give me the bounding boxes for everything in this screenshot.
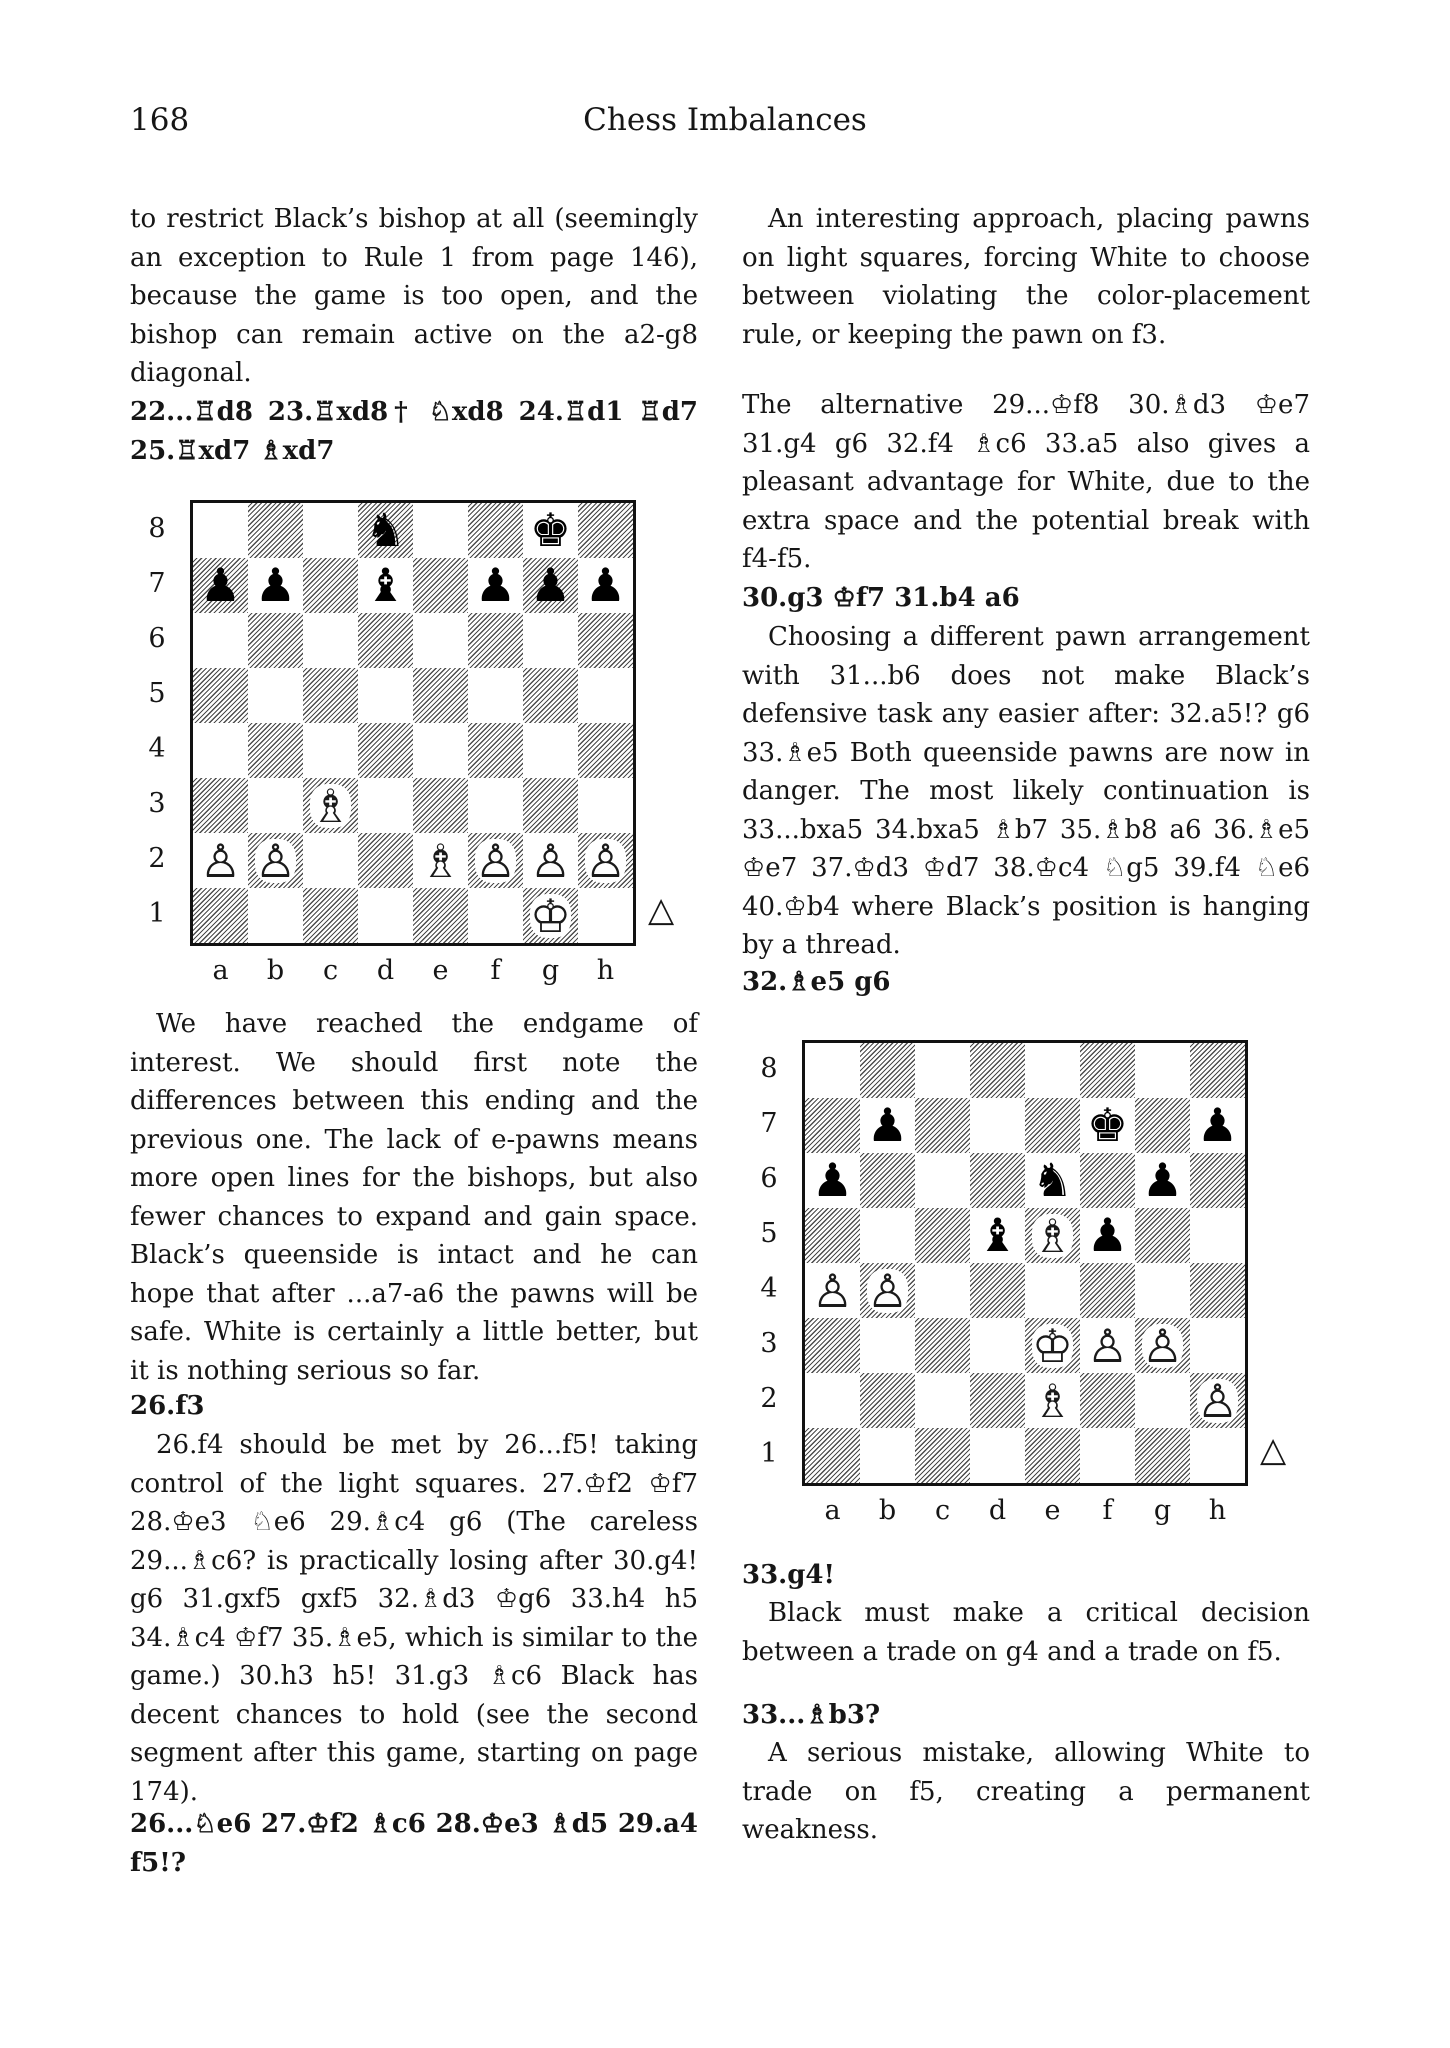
square-g7 bbox=[1135, 1098, 1190, 1153]
white-pawn-icon: ♙ bbox=[474, 833, 517, 888]
square-c4 bbox=[915, 1263, 970, 1318]
white-pawn-icon: ♙ bbox=[811, 1263, 854, 1318]
black-knight-icon: ♞ bbox=[364, 503, 407, 557]
square-f6 bbox=[1080, 1153, 1135, 1208]
square-h6 bbox=[578, 613, 633, 668]
square-c1 bbox=[915, 1428, 970, 1483]
board-grid bbox=[805, 1043, 1245, 1483]
square-b3 bbox=[248, 778, 303, 833]
move-line: 22...♖d8 23.♖xd8† ♘xd8 24.♖d1 ♖d7 25.♖xd7 ♗xd7 bbox=[130, 397, 698, 466]
square-f6 bbox=[468, 613, 523, 668]
square-b2 bbox=[248, 833, 303, 888]
square-e5 bbox=[1025, 1208, 1080, 1263]
square-h1 bbox=[578, 888, 633, 943]
square-h7 bbox=[578, 558, 633, 613]
square-a1 bbox=[805, 1428, 860, 1483]
rank-label: 6 bbox=[148, 623, 166, 654]
file-label: c bbox=[322, 955, 339, 986]
square-g5 bbox=[523, 668, 578, 723]
square-g7 bbox=[523, 558, 578, 613]
square-e3 bbox=[413, 778, 468, 833]
square-d5 bbox=[970, 1208, 1025, 1263]
square-g1 bbox=[1135, 1428, 1190, 1483]
white-pawn-icon: ♙ bbox=[254, 833, 297, 888]
white-bishop-icon: ♗ bbox=[309, 778, 352, 833]
square-f2 bbox=[468, 833, 523, 888]
file-label: c bbox=[934, 1495, 951, 1526]
square-g3 bbox=[523, 778, 578, 833]
white-pawn-icon: ♙ bbox=[1196, 1373, 1239, 1428]
square-c8 bbox=[303, 503, 358, 558]
square-d4 bbox=[970, 1263, 1025, 1318]
square-a7 bbox=[805, 1098, 860, 1153]
black-bishop-icon: ♝ bbox=[976, 1208, 1019, 1262]
square-h3 bbox=[578, 778, 633, 833]
square-e2 bbox=[413, 833, 468, 888]
square-g3 bbox=[1135, 1318, 1190, 1373]
chess-diagram bbox=[742, 1040, 1310, 1540]
white-king-icon: ♔ bbox=[529, 888, 572, 943]
square-c4 bbox=[303, 723, 358, 778]
rank-label: 2 bbox=[760, 1383, 778, 1414]
square-g4 bbox=[523, 723, 578, 778]
square-a1 bbox=[193, 888, 248, 943]
black-king-icon: ♚ bbox=[1086, 1098, 1129, 1152]
rank-label: 7 bbox=[760, 1108, 778, 1139]
rank-label: 5 bbox=[760, 1218, 778, 1249]
square-d3 bbox=[970, 1318, 1025, 1373]
square-a4 bbox=[805, 1263, 860, 1318]
square-d1 bbox=[358, 888, 413, 943]
move-line: 32.♗e5 g6 bbox=[742, 967, 891, 997]
rank-label: 8 bbox=[760, 1053, 778, 1084]
square-b6 bbox=[860, 1153, 915, 1208]
file-label: h bbox=[1208, 1495, 1227, 1526]
rank-label: 3 bbox=[760, 1328, 778, 1359]
square-f3 bbox=[468, 778, 523, 833]
square-d7 bbox=[970, 1098, 1025, 1153]
running-title: Chess Imbalances bbox=[583, 102, 867, 138]
square-e1 bbox=[413, 888, 468, 943]
file-label: g bbox=[541, 955, 560, 986]
white-pawn-icon: ♙ bbox=[1141, 1318, 1184, 1373]
square-a2 bbox=[805, 1373, 860, 1428]
square-f2 bbox=[1080, 1373, 1135, 1428]
square-f4 bbox=[468, 723, 523, 778]
square-f1 bbox=[1080, 1428, 1135, 1483]
square-f4 bbox=[1080, 1263, 1135, 1318]
square-f3 bbox=[1080, 1318, 1135, 1373]
rank-label: 1 bbox=[148, 898, 166, 929]
square-a4 bbox=[193, 723, 248, 778]
square-b8 bbox=[248, 503, 303, 558]
square-g1 bbox=[523, 888, 578, 943]
square-e8 bbox=[413, 503, 468, 558]
file-label: e bbox=[1044, 1495, 1061, 1526]
square-b1 bbox=[860, 1428, 915, 1483]
black-knight-icon: ♞ bbox=[1031, 1153, 1074, 1207]
square-a6 bbox=[193, 613, 248, 668]
square-e6 bbox=[413, 613, 468, 668]
square-h5 bbox=[1190, 1208, 1245, 1263]
file-label: f bbox=[1102, 1495, 1113, 1526]
square-a3 bbox=[805, 1318, 860, 1373]
white-pawn-icon: ♙ bbox=[866, 1263, 909, 1318]
square-a2 bbox=[193, 833, 248, 888]
rank-label: 5 bbox=[148, 678, 166, 709]
square-h3 bbox=[1190, 1318, 1245, 1373]
white-king-icon: ♔ bbox=[1031, 1318, 1074, 1373]
square-a5 bbox=[805, 1208, 860, 1263]
black-pawn-icon: ♟ bbox=[866, 1098, 909, 1152]
square-h4 bbox=[1190, 1263, 1245, 1318]
file-label: b bbox=[878, 1495, 897, 1526]
black-pawn-icon: ♟ bbox=[199, 558, 242, 612]
square-h2 bbox=[578, 833, 633, 888]
paragraph: The alternative 29...♔f8 30.♗d3 ♔e7 31.g4 g6 32.f4 ♗c6 33.a5 also gives a pleasant advantage for White, due to the extra space and the potential break with f4-f5. bbox=[742, 390, 1310, 574]
chess-diagram bbox=[130, 500, 698, 1000]
white-pawn-icon: ♙ bbox=[584, 833, 627, 888]
file-label: g bbox=[1153, 1495, 1172, 1526]
square-f5 bbox=[1080, 1208, 1135, 1263]
white-bishop-icon: ♗ bbox=[419, 833, 462, 888]
square-d2 bbox=[358, 833, 413, 888]
square-c7 bbox=[303, 558, 358, 613]
move-line: 26.f3 bbox=[130, 1391, 205, 1421]
white-bishop-icon: ♗ bbox=[1031, 1373, 1074, 1428]
white-to-move-icon: △ bbox=[1260, 1430, 1287, 1470]
square-b5 bbox=[248, 668, 303, 723]
square-c6 bbox=[303, 613, 358, 668]
square-f8 bbox=[1080, 1043, 1135, 1098]
square-e4 bbox=[413, 723, 468, 778]
paragraph: We have reached the endgame of interest. We should first note the differences between this ending and the previous one. The lack of e-pawns means more open lines for the bishops, but also fewer chances to expand and gain space. Black’s queenside is intact and he can hope that after ...a7-a6 the pawns will be safe. White is certainly a little better, but it is nothing serious so far. bbox=[130, 1009, 698, 1386]
paragraph: 26.f4 should be met by 26...f5! taking control of the light squares. 27.♔f2 ♔f7 28.♔e3 ♘e6 29.♗c4 g6 (The careless 29...♗c6? is practically losing after 30.g4! g6 31.gxf5 gxf5 32.♗d3 ♔g6 33.h4 h5 34.♗c4 ♔f7 35.♗e5, which is similar to the game.) 30.h3 h5! 31.g3 ♗c6 Black has decent chances to hold (see the second segment after this game, starting on page 174). bbox=[130, 1430, 698, 1807]
square-e4 bbox=[1025, 1263, 1080, 1318]
square-c5 bbox=[915, 1208, 970, 1263]
white-pawn-icon: ♙ bbox=[1086, 1318, 1129, 1373]
square-d5 bbox=[358, 668, 413, 723]
square-e3 bbox=[1025, 1318, 1080, 1373]
square-b3 bbox=[860, 1318, 915, 1373]
square-e2 bbox=[1025, 1373, 1080, 1428]
file-label: d bbox=[988, 1495, 1007, 1526]
square-b2 bbox=[860, 1373, 915, 1428]
square-g6 bbox=[1135, 1153, 1190, 1208]
square-h8 bbox=[578, 503, 633, 558]
square-f5 bbox=[468, 668, 523, 723]
rank-label: 2 bbox=[148, 843, 166, 874]
move-line: 33...♗b3? bbox=[742, 1700, 881, 1730]
square-e6 bbox=[1025, 1153, 1080, 1208]
square-h7 bbox=[1190, 1098, 1245, 1153]
page-number: 168 bbox=[130, 102, 190, 138]
black-pawn-icon: ♟ bbox=[1086, 1208, 1129, 1262]
square-c2 bbox=[303, 833, 358, 888]
rank-label: 6 bbox=[760, 1163, 778, 1194]
square-e5 bbox=[413, 668, 468, 723]
square-d3 bbox=[358, 778, 413, 833]
square-c1 bbox=[303, 888, 358, 943]
black-pawn-icon: ♟ bbox=[811, 1153, 854, 1207]
square-a7 bbox=[193, 558, 248, 613]
black-pawn-icon: ♟ bbox=[1196, 1098, 1239, 1152]
square-f8 bbox=[468, 503, 523, 558]
paragraph: Black must make a critical decision between a trade on g4 and a trade on f5. bbox=[742, 1598, 1310, 1667]
square-d7 bbox=[358, 558, 413, 613]
square-c2 bbox=[915, 1373, 970, 1428]
rank-label: 1 bbox=[760, 1438, 778, 1469]
chess-board bbox=[802, 1040, 1248, 1486]
chess-board bbox=[190, 500, 636, 946]
black-king-icon: ♚ bbox=[529, 503, 572, 557]
square-e8 bbox=[1025, 1043, 1080, 1098]
square-b8 bbox=[860, 1043, 915, 1098]
square-d8 bbox=[970, 1043, 1025, 1098]
white-bishop-icon: ♗ bbox=[1031, 1208, 1074, 1263]
rank-label: 4 bbox=[148, 733, 166, 764]
square-c5 bbox=[303, 668, 358, 723]
black-pawn-icon: ♟ bbox=[474, 558, 517, 612]
square-c3 bbox=[303, 778, 358, 833]
file-label: e bbox=[432, 955, 449, 986]
square-b5 bbox=[860, 1208, 915, 1263]
rank-label: 3 bbox=[148, 788, 166, 819]
square-d1 bbox=[970, 1428, 1025, 1483]
black-pawn-icon: ♟ bbox=[254, 558, 297, 612]
square-c7 bbox=[915, 1098, 970, 1153]
square-h2 bbox=[1190, 1373, 1245, 1428]
file-label: d bbox=[376, 955, 395, 986]
square-c6 bbox=[915, 1153, 970, 1208]
square-d8 bbox=[358, 503, 413, 558]
square-d4 bbox=[358, 723, 413, 778]
square-f7 bbox=[468, 558, 523, 613]
square-g6 bbox=[523, 613, 578, 668]
square-b7 bbox=[860, 1098, 915, 1153]
black-pawn-icon: ♟ bbox=[1141, 1153, 1184, 1207]
square-b7 bbox=[248, 558, 303, 613]
black-pawn-icon: ♟ bbox=[584, 558, 627, 612]
square-g5 bbox=[1135, 1208, 1190, 1263]
file-label: a bbox=[212, 955, 229, 986]
square-a6 bbox=[805, 1153, 860, 1208]
square-g8 bbox=[1135, 1043, 1190, 1098]
square-d6 bbox=[970, 1153, 1025, 1208]
square-f1 bbox=[468, 888, 523, 943]
square-d2 bbox=[970, 1373, 1025, 1428]
square-h1 bbox=[1190, 1428, 1245, 1483]
square-g2 bbox=[523, 833, 578, 888]
square-h8 bbox=[1190, 1043, 1245, 1098]
file-label: b bbox=[266, 955, 285, 986]
white-to-move-icon: △ bbox=[648, 890, 675, 930]
square-g4 bbox=[1135, 1263, 1190, 1318]
paragraph: A serious mistake, allowing White to trade on f5, creating a permanent weakness. bbox=[742, 1738, 1310, 1845]
square-c3 bbox=[915, 1318, 970, 1373]
square-a8 bbox=[805, 1043, 860, 1098]
square-e7 bbox=[1025, 1098, 1080, 1153]
square-e1 bbox=[1025, 1428, 1080, 1483]
move-line: 26...♘e6 27.♔f2 ♗c6 28.♔e3 ♗d5 29.a4 f5!? bbox=[130, 1809, 698, 1878]
rank-label: 4 bbox=[760, 1273, 778, 1304]
square-b4 bbox=[860, 1263, 915, 1318]
square-g8 bbox=[523, 503, 578, 558]
rank-label: 7 bbox=[148, 568, 166, 599]
square-b6 bbox=[248, 613, 303, 668]
move-line: 30.g3 ♔f7 31.b4 a6 bbox=[742, 583, 1020, 613]
move-line: 33.g4! bbox=[742, 1560, 835, 1590]
file-label: a bbox=[824, 1495, 841, 1526]
square-a8 bbox=[193, 503, 248, 558]
square-b1 bbox=[248, 888, 303, 943]
board-grid bbox=[193, 503, 633, 943]
white-pawn-icon: ♙ bbox=[529, 833, 572, 888]
square-c8 bbox=[915, 1043, 970, 1098]
square-b4 bbox=[248, 723, 303, 778]
paragraph: An interesting approach, placing pawns on light squares, forcing White to choose between violating the color-placement rule, or keeping the pawn on f3. bbox=[742, 204, 1310, 350]
file-label: h bbox=[596, 955, 615, 986]
black-bishop-icon: ♝ bbox=[364, 558, 407, 612]
white-pawn-icon: ♙ bbox=[199, 833, 242, 888]
square-d6 bbox=[358, 613, 413, 668]
rank-label: 8 bbox=[148, 513, 166, 544]
paragraph: to restrict Black’s bishop at all (seemingly an exception to Rule 1 from page 146), because the game is too open, and the bishop can remain active on the a2-g8 diagonal. bbox=[130, 204, 698, 388]
file-label: f bbox=[490, 955, 501, 986]
square-g2 bbox=[1135, 1373, 1190, 1428]
square-h5 bbox=[578, 668, 633, 723]
black-pawn-icon: ♟ bbox=[529, 558, 572, 612]
paragraph: Choosing a different pawn arrangement with 31...b6 does not make Black’s defensive task any easier after: 32.a5!? g6 33.♗e5 Both queenside pawns are now in danger. The most likely continuation is 33...bxa5 34.bxa5 ♗b7 35.♗b8 a6 36.♗e5 ♔e7 37.♔d3 ♔d7 38.♔c4 ♘g5 39.f4 ♘e6 40.♔b4 where Black’s position is hanging by a thread. bbox=[742, 622, 1310, 960]
square-f7 bbox=[1080, 1098, 1135, 1153]
square-a5 bbox=[193, 668, 248, 723]
square-a3 bbox=[193, 778, 248, 833]
square-e7 bbox=[413, 558, 468, 613]
square-h4 bbox=[578, 723, 633, 778]
square-h6 bbox=[1190, 1153, 1245, 1208]
